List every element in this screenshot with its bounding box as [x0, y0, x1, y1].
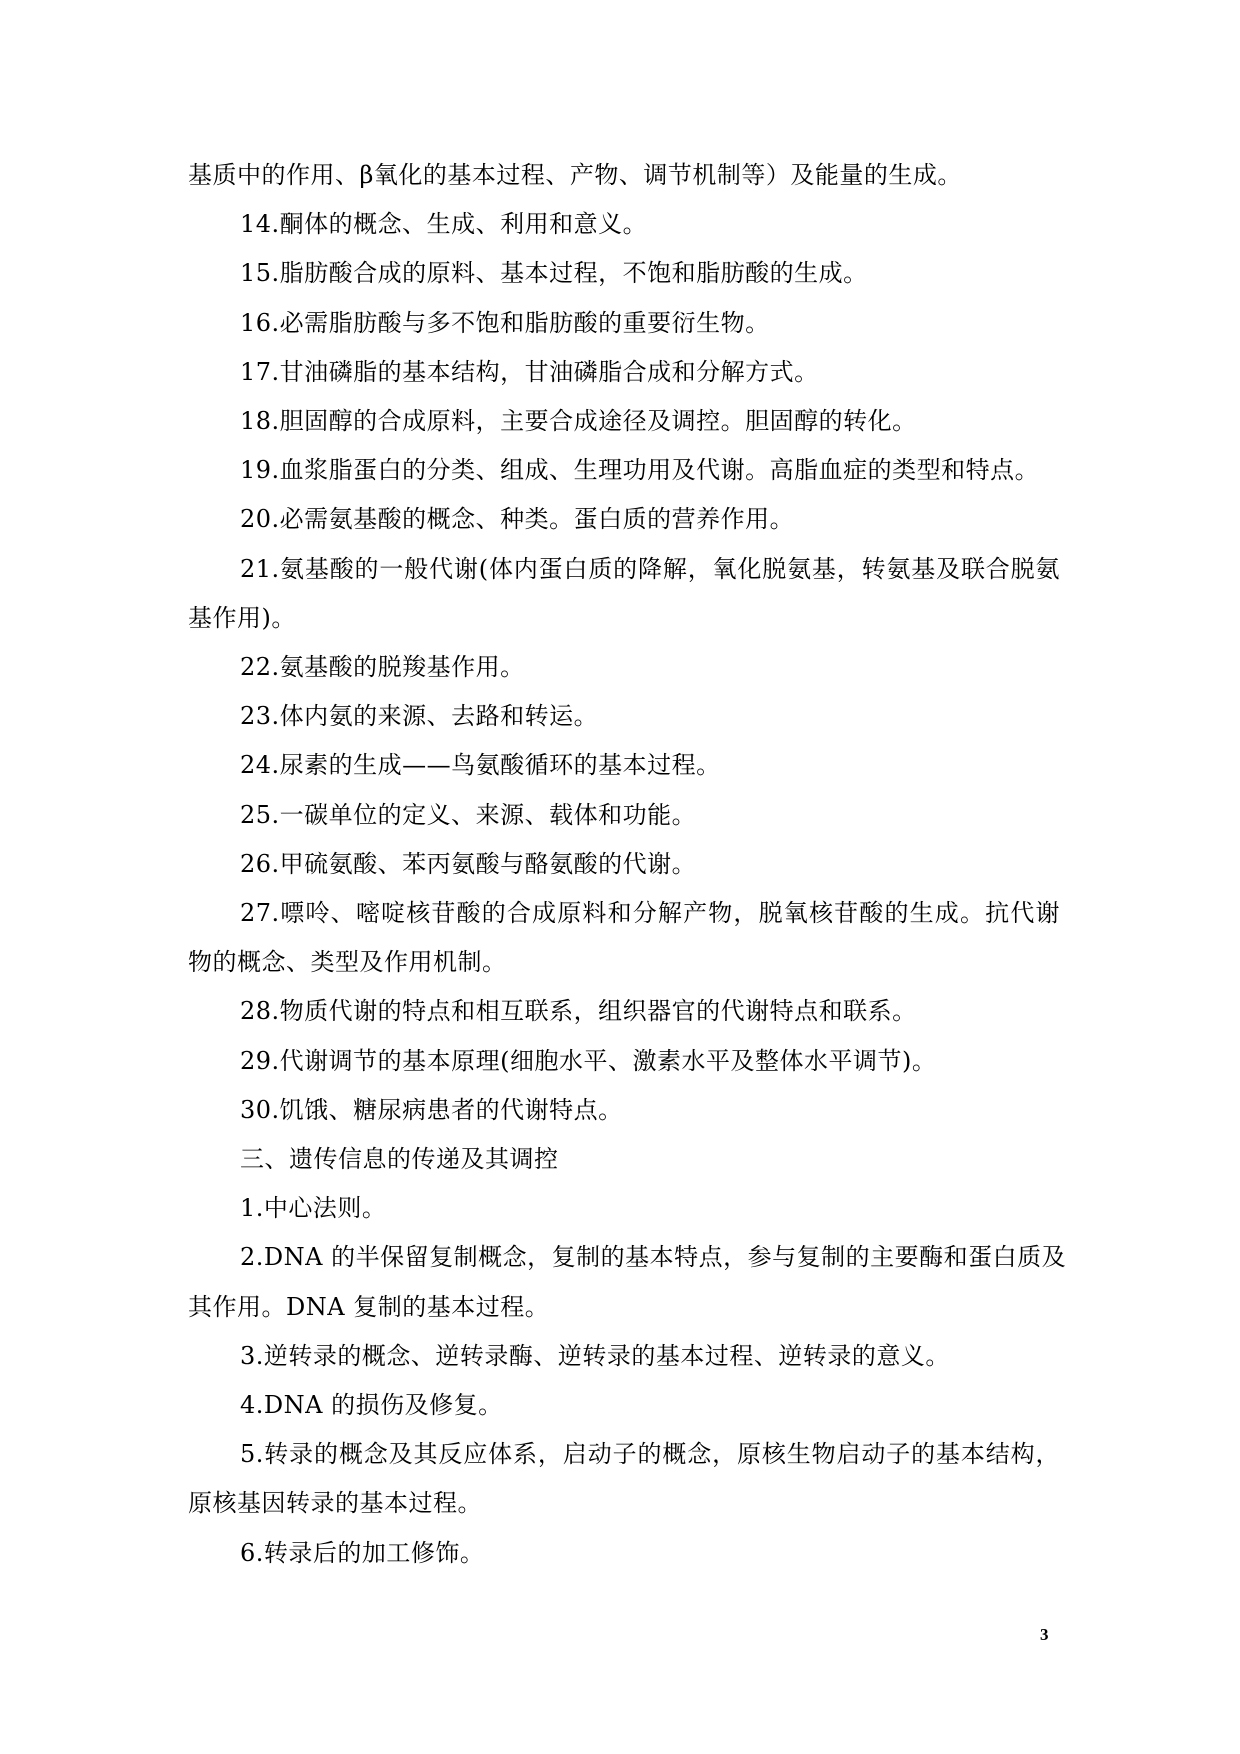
text-line: 原核基因转录的基本过程。 [188, 1489, 482, 1518]
text-line: 14.酮体的概念、生成、利用和意义。 [240, 210, 648, 239]
text-line: 26.甲硫氨酸、苯丙氨酸与酪氨酸的代谢。 [240, 849, 697, 878]
text-line: 22.氨基酸的脱羧基作用。 [240, 653, 525, 681]
text-line: 17.甘油磷脂的基本结构，甘油磷脂合成和分解方式。 [240, 357, 819, 386]
text-line: 30.饥饿、糖尿病患者的代谢特点。 [240, 1095, 623, 1124]
text-line: 21.氨基酸的一般代谢(体内蛋白质的降解，氧化脱氨基，转氨基及联合脱氨 [240, 554, 1060, 583]
text-line: 18.胆固醇的合成原料，主要合成途径及调控。胆固醇的转化。 [240, 407, 917, 435]
text-line: 24.尿素的生成——鸟氨酸循环的基本过程。 [240, 751, 721, 780]
text-line: 29.代谢调节的基本原理(细胞水平、激素水平及整体水平调节)。 [240, 1046, 937, 1075]
text-line: 2.DNA 的半保留复制概念，复制的基本特点，参与复制的主要酶和蛋白质及 [240, 1243, 1067, 1272]
text-line: 3.逆转录的概念、逆转录酶、逆转录的基本过程、逆转录的意义。 [240, 1341, 950, 1370]
text-line: 27.嘌呤、嘧啶核苷酸的合成原料和分解产物，脱氧核苷酸的生成。抗代谢 [240, 899, 1060, 927]
text-line: 25.一碳单位的定义、来源、载体和功能。 [240, 800, 697, 829]
text-line: 4.DNA 的损伤及修复。 [240, 1391, 503, 1419]
text-line: 基作用)。 [188, 603, 296, 632]
text-line: 15.脂肪酸合成的原料、基本过程，不饱和脂肪酸的生成。 [240, 259, 868, 288]
text-line: 16.必需脂肪酸与多不饱和脂肪酸的重要衍生物。 [240, 308, 770, 337]
text-line: 20.必需氨基酸的概念、种类。蛋白质的营养作用。 [240, 505, 795, 534]
text-line: 6.转录后的加工修饰。 [240, 1538, 485, 1567]
text-line: 1.中心法则。 [240, 1194, 387, 1223]
text-line: 其作用。DNA 复制的基本过程。 [188, 1292, 550, 1321]
text-line: 28.物质代谢的特点和相互联系，组织器官的代谢特点和联系。 [240, 997, 917, 1026]
page-number: 3 [1040, 1625, 1049, 1644]
text-line: 基质中的作用、β氧化的基本过程、产物、调节机制等）及能量的生成。 [188, 161, 962, 189]
text-line: 19.血浆脂蛋白的分类、组成、生理功用及代谢。高脂血症的类型和特点。 [240, 456, 1040, 485]
text-line: 物的概念、类型及作用机制。 [188, 948, 507, 977]
text-line: 23.体内氨的来源、去路和转运。 [240, 702, 599, 731]
text-line: 5.转录的概念及其反应体系，启动子的概念，原核生物启动子的基本结构， [240, 1440, 1060, 1469]
text-line: 三、遗传信息的传递及其调控 [240, 1145, 559, 1173]
